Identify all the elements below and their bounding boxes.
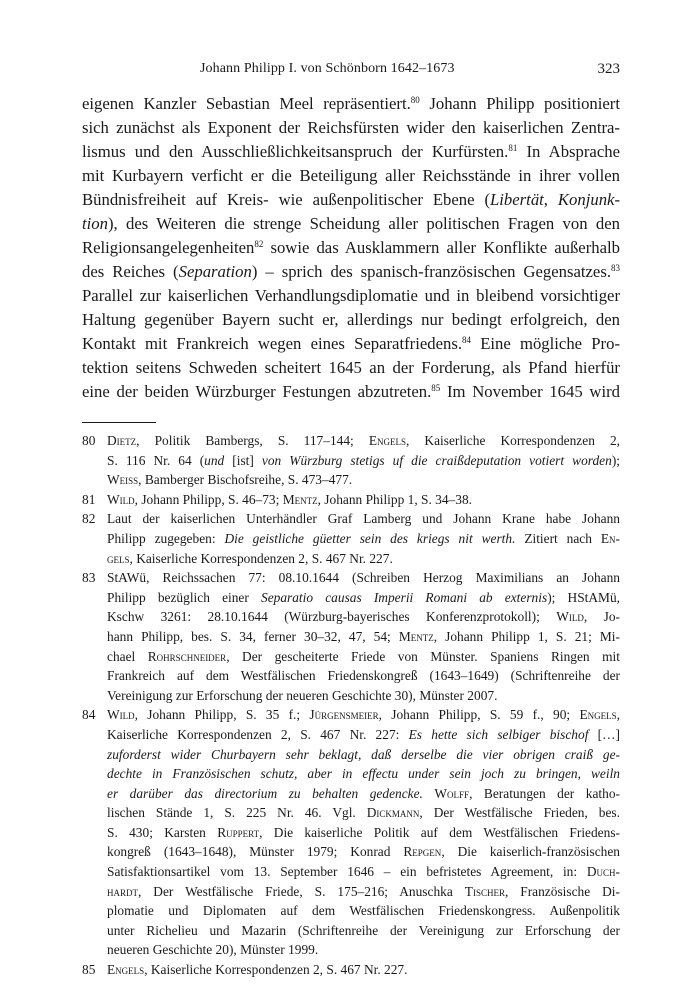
text-span: ), des Weiteren die strenge Scheidung aller politischen Fragen von den xyxy=(107,214,620,233)
page-number: 323 xyxy=(597,61,620,77)
text-span: er darüber das directorium zu behalten gedencke. xyxy=(107,785,423,801)
footnote-line xyxy=(107,451,620,471)
footnote-line xyxy=(107,490,620,510)
footnote-line xyxy=(107,921,620,941)
text-span: Zitiert nach xyxy=(515,530,601,546)
footnote xyxy=(82,509,620,568)
text-span: , Bamberger Bischofsreihe, S. 473–477. xyxy=(138,472,353,488)
text-line xyxy=(82,212,620,236)
footnote-line xyxy=(107,666,620,686)
text-span: [ist] xyxy=(224,452,262,468)
text-span: Separatio causas Imperii Romani ab externis xyxy=(261,589,548,605)
book-page xyxy=(82,58,620,980)
text-line xyxy=(82,332,620,356)
footnote-line xyxy=(107,862,620,882)
text-span: Weiss xyxy=(107,472,139,488)
text-line xyxy=(82,92,620,116)
text-span: unter Richelieu und Mazarin (Schriftenreihe der Vereinigung zur Erforschung der xyxy=(107,922,620,938)
text-span: dechte in Französischen schutz, aber in effectu under sein joch zu bringen, weiln xyxy=(107,766,620,782)
text-span: ) – sprich des spanisch-französischen Gegensatzes. xyxy=(251,262,611,281)
text-span: Wolff xyxy=(434,785,470,801)
footnote-reference: 83 xyxy=(611,263,620,273)
text-span: , Jo- xyxy=(583,609,621,625)
text-span: Parallel zur kaiserlichen Verhandlungsdiplomatie und in bleibend vorsichtiger xyxy=(82,286,620,305)
text-span: gels xyxy=(107,550,130,566)
text-span: eigenen Kanzler Sebastian Meel repräsentiert. xyxy=(82,94,411,113)
text-span xyxy=(423,786,435,801)
text-span: , Der Westfälische Frieden, bes. xyxy=(419,805,620,821)
footnote-number: 82 xyxy=(82,511,96,527)
footnote xyxy=(82,960,620,980)
footnote-line xyxy=(107,627,620,647)
footnote-line xyxy=(107,960,620,980)
text-span: En- xyxy=(600,530,620,546)
text-span: Engels xyxy=(368,433,407,448)
text-span: Kschw 3261: 28.10.1644 (Würzburg-bayerisches Konferenzprotokoll); xyxy=(107,609,557,625)
text-line xyxy=(82,284,620,308)
text-span: und xyxy=(204,452,225,468)
text-span: Eine mögliche Pro- xyxy=(471,334,620,353)
text-span: , Johann Philipp, S. 59 f., 90; xyxy=(378,707,580,723)
text-span: mit Kurbayern verficht er die Beteiligung aller Reichsstände in ihrer vollen xyxy=(82,166,620,185)
text-span: Tischer xyxy=(464,883,505,899)
text-span: […] xyxy=(588,726,620,742)
footnote-reference: 85 xyxy=(431,383,441,393)
footnote-line xyxy=(107,705,620,725)
footnote xyxy=(82,490,620,510)
main-text xyxy=(82,92,620,404)
footnote-line xyxy=(107,882,620,902)
text-span: Wild xyxy=(556,609,584,625)
text-line xyxy=(82,356,620,380)
footnote-line xyxy=(107,784,620,804)
text-span: Die geistliche güetter sein des kriegs nit werth. xyxy=(224,530,516,546)
text-line xyxy=(82,308,620,332)
text-span: Mentz xyxy=(398,628,434,644)
footnote xyxy=(82,431,620,490)
text-span: StAWü, Reichssachen 77: 08.10.1644 (Schreiben Herzog Maximilians an Johann xyxy=(107,570,620,586)
text-line xyxy=(82,116,620,140)
text-line xyxy=(82,260,620,284)
footnote-number: 84 xyxy=(82,707,96,723)
footnote xyxy=(82,568,620,705)
text-span: Laut der kaiserlichen Unterhändler Graf Lamberg und Johann Krane habe Johann xyxy=(107,511,620,527)
footnote-line xyxy=(107,901,620,921)
footnote-number: 81 xyxy=(82,491,96,507)
running-title: Johann Philipp I. von Schönborn 1642–1673 xyxy=(200,61,455,76)
text-span: S. 430; Karsten xyxy=(107,824,218,840)
text-span: Libertät xyxy=(490,190,544,209)
text-span: Dietz xyxy=(107,433,137,448)
text-span: Satisfaktionsartikel vom 13. September 1646 – ein befristetes Agreement, in: xyxy=(107,864,587,880)
text-span: hann Philipp, bes. S. 34, ferner 30–32, 47, 54; xyxy=(107,628,399,644)
text-span: In Absprache xyxy=(517,142,620,161)
text-span: Religionsangelegenheiten xyxy=(82,238,255,257)
text-span: sowie das Ausklammern aller Konflikte außerhalb xyxy=(263,238,620,257)
text-span: , Beratungen der katho- xyxy=(469,785,620,801)
footnote-reference: 82 xyxy=(254,239,264,249)
text-span: ); HStAMü, xyxy=(547,589,620,605)
text-span: Repgen xyxy=(403,844,442,860)
text-span: , Kaiserliche Korrespondenzen 2, S. 467 Nr. 227. xyxy=(129,550,393,566)
text-span: Kontakt mit Frankreich wegen eines Separatfriedens. xyxy=(82,334,463,353)
text-span: Dickmann xyxy=(366,805,420,821)
footnote-line xyxy=(107,568,620,588)
footnote-line xyxy=(107,823,620,843)
text-span: chael xyxy=(107,648,148,664)
footnote-line xyxy=(107,647,620,667)
text-span: Philipp bezüglich einer xyxy=(107,589,261,605)
footnote-number: 83 xyxy=(82,570,96,586)
footnote-line xyxy=(107,745,620,765)
text-span: eine der beiden Würzburger Festungen abzutreten. xyxy=(82,382,432,401)
footnote-line xyxy=(107,842,620,862)
footnote-reference: 84 xyxy=(462,335,472,345)
text-span: lismus und den Ausschließlichkeitsanspruch der Kurfürsten. xyxy=(82,142,509,161)
text-span: Kaiserliche Korrespondenzen 2, S. 467 Nr. 227: xyxy=(107,726,409,742)
text-span: , Kaiserliche Korrespondenzen 2, S. 467 Nr. 227. xyxy=(144,962,408,978)
text-span: hardt xyxy=(107,883,138,899)
text-span: Mentz xyxy=(282,491,318,507)
text-span: , Die kaiserlich-französischen xyxy=(441,844,620,860)
text-line xyxy=(82,188,620,212)
text-span: , Der Westfälische Friede, S. 175–216; Anuschka xyxy=(138,883,465,899)
text-span: neueren Geschichte 20), Münster 1999. xyxy=(107,942,319,958)
footnote-separator xyxy=(82,422,156,423)
text-span: , Der gescheiterte Friede von Münster. Spaniens Ringen mit xyxy=(226,648,620,664)
text-span: tion xyxy=(82,214,108,233)
text-span: des Reiches ( xyxy=(82,262,179,281)
text-span: Engels xyxy=(579,707,617,723)
text-span: Vereinigung zur Erforschung der neueren Geschichte 30), Münster 2007. xyxy=(107,687,498,703)
footnote-line xyxy=(107,509,620,529)
text-span: , Johann Philipp 1, S. 34–38. xyxy=(317,491,472,507)
footnote-line xyxy=(107,725,620,745)
text-span: Es hette sich selbiger bischof xyxy=(408,726,589,742)
text-line xyxy=(82,236,620,260)
text-span: , Französische Di- xyxy=(504,883,620,899)
footnote-line xyxy=(107,764,620,784)
footnote-line xyxy=(107,607,620,627)
text-span: Im November 1645 wird xyxy=(440,382,620,401)
text-span: Frankreich auf dem Westfälischen Friedenskongreß (1643–1649) (Schriftenreihe der xyxy=(107,668,620,684)
footnote-line xyxy=(107,803,620,823)
footnote-reference: 81 xyxy=(508,143,518,153)
text-span: Konjunk- xyxy=(557,190,620,209)
footnote-line xyxy=(107,470,620,490)
text-span: lischen Stände 1, S. 225 Nr. 46. Vgl. xyxy=(107,805,367,821)
text-span: , Johann Philipp, S. 46–73; xyxy=(134,491,283,507)
running-header xyxy=(82,58,620,80)
text-span: Ruppert xyxy=(217,824,260,840)
text-span: Jürgensmeier xyxy=(309,707,379,723)
text-span: tektion seitens Schweden scheitert 1645 an der Forderung, als Pfand hierfür xyxy=(82,358,620,377)
text-span: , Kaiserliche Korrespondenzen 2, xyxy=(406,433,620,448)
footnote xyxy=(82,705,620,960)
text-span: Duch- xyxy=(586,864,620,880)
text-span: zuforderst wider Churbayern sehr beklagt, daß derselbe die vier obrigen craiß ge- xyxy=(107,746,620,762)
footnote-line xyxy=(107,940,620,960)
text-span: Philipp zugegeben: xyxy=(107,530,225,546)
text-span: , Die kaiserliche Politik auf dem Westfälischen Friedens- xyxy=(259,824,620,840)
text-span: , xyxy=(543,190,558,209)
text-span: Separation xyxy=(178,262,252,281)
footnote-line xyxy=(107,529,620,549)
footnotes xyxy=(82,431,620,980)
text-line xyxy=(82,140,620,164)
footnote-line xyxy=(107,686,620,706)
text-span: plomatie und Diplomaten auf dem Westfälischen Friedenskongress. Außenpolitik xyxy=(107,903,620,919)
text-span: Haltung gegenüber Bayern sucht er, allerdings nur bedingt erfolgreich, den xyxy=(82,310,620,329)
text-span: sich zunächst als Exponent der Reichsfürsten wider den kaiserlichen Zentra- xyxy=(82,118,620,137)
text-span: kongreß (1643–1648), Münster 1979; Konrad xyxy=(107,844,404,860)
footnote-line xyxy=(107,588,620,608)
text-span: Engels xyxy=(107,962,145,978)
footnote-number: 80 xyxy=(82,433,96,448)
text-line xyxy=(82,380,620,404)
footnote-line xyxy=(107,549,620,569)
footnote-reference: 80 xyxy=(410,95,420,105)
text-span: Rohrschneider xyxy=(147,648,227,664)
text-span: , Politik Bambergs, S. 117–144; xyxy=(136,433,369,448)
text-span: von Würzburg stetigs uf die craißdeputation votiert worden xyxy=(261,452,612,468)
text-span: Wild xyxy=(107,707,135,723)
text-span: , Johann Philipp 1, S. 21; Mi- xyxy=(433,628,620,644)
text-span: , Johann Philipp, S. 35 f.; xyxy=(134,707,310,723)
text-span: Bündnisfreiheit auf Kreis- wie außenpolitischer Ebene ( xyxy=(82,190,491,209)
text-span: , xyxy=(616,707,620,723)
text-span: Johann Philipp positioniert xyxy=(419,94,620,113)
text-span: Wild xyxy=(107,491,135,507)
text-span: S. 116 Nr. 64 ( xyxy=(107,452,205,468)
text-line xyxy=(82,164,620,188)
footnote-line xyxy=(107,431,620,451)
footnote-number: 85 xyxy=(82,962,96,978)
text-span: ); xyxy=(611,452,620,468)
